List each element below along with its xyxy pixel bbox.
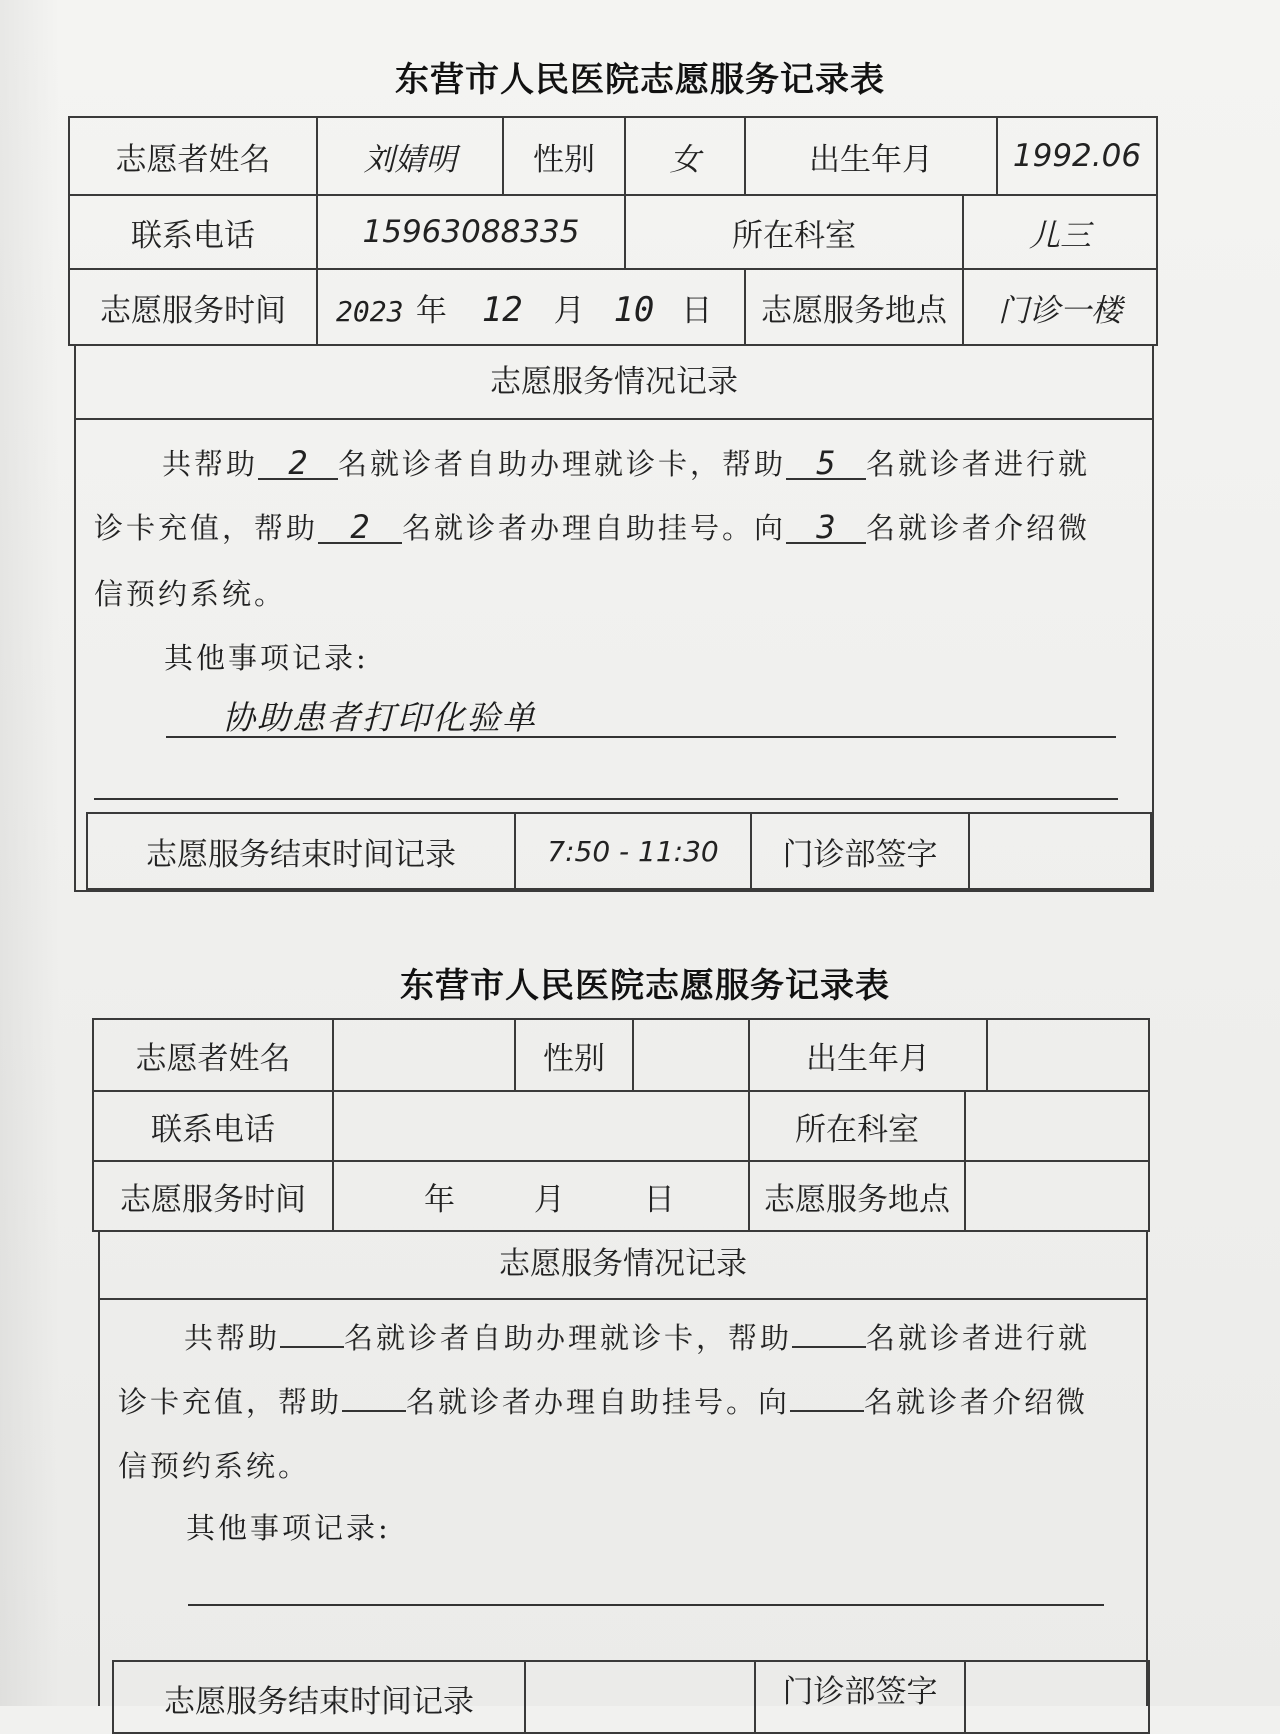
birth-label: 出生年月: [745, 117, 997, 195]
record-text: 诊卡充值，帮助: [94, 511, 319, 545]
end-time-table: [112, 1660, 1150, 1734]
phone-label: 联系电话: [69, 195, 317, 269]
phone-label: 联系电话: [93, 1091, 333, 1161]
record-text: 共帮助: [162, 447, 259, 481]
record-text: 名就诊者办理自助挂号。向: [406, 1385, 791, 1419]
record-line-2: [118, 1380, 1088, 1421]
record-text: 名就诊者办理自助挂号。向: [402, 511, 787, 545]
sign-label: 门诊部签字: [751, 813, 969, 889]
record-heading: 志愿服务情况记录: [76, 346, 1152, 420]
service-date[interactable]: [333, 1161, 749, 1231]
gender-value[interactable]: 女: [625, 117, 745, 195]
help-register-blank[interactable]: [342, 1410, 406, 1412]
service-time-label: 志愿服务时间: [93, 1161, 333, 1231]
record-text: 诊卡充值，帮助: [118, 1385, 343, 1419]
info-table: [92, 1018, 1150, 1232]
record-text: 名就诊者进行就: [866, 447, 1091, 481]
sign-value[interactable]: [965, 1661, 1149, 1733]
record-text: 名就诊者自助办理就诊卡，帮助: [338, 447, 787, 481]
help-wechat-blank[interactable]: [790, 1410, 864, 1412]
help-register-value[interactable]: 2: [318, 512, 402, 544]
end-time-value[interactable]: 7:50 - 11:30: [515, 813, 751, 889]
sign-label: 门诊部签字: [755, 1661, 965, 1733]
form-title: 东营市人民医院志愿服务记录表: [400, 966, 890, 1006]
record-text: 名就诊者介绍微: [866, 511, 1091, 545]
record-text: 共帮助: [184, 1321, 281, 1355]
phone-value[interactable]: [333, 1091, 749, 1161]
help-card-blank[interactable]: [280, 1346, 344, 1348]
day-label: 日: [643, 1181, 675, 1218]
service-place-label: 志愿服务地点: [745, 269, 963, 345]
day-label: 日: [681, 292, 713, 329]
record-text: 名就诊者进行就: [866, 1321, 1091, 1355]
year-label: 年: [424, 1181, 455, 1218]
record-line-3: 信预约系统。: [94, 577, 287, 611]
name-value[interactable]: [333, 1019, 515, 1091]
gender-label: 性别: [515, 1019, 633, 1091]
dept-value[interactable]: [965, 1091, 1149, 1161]
other-label: 其他事项记录:: [164, 641, 369, 675]
service-place-value[interactable]: 门诊一楼: [963, 269, 1157, 345]
help-recharge-blank[interactable]: [792, 1346, 866, 1348]
month-label: 月: [533, 1181, 565, 1218]
month-value: 12: [481, 289, 523, 330]
form-title: 东营市人民医院志愿服务记录表: [395, 60, 885, 100]
dept-label: 所在科室: [625, 195, 963, 269]
birth-value[interactable]: 1992.06: [997, 117, 1157, 195]
birth-value[interactable]: [987, 1019, 1149, 1091]
name-value[interactable]: 刘婧明: [317, 117, 503, 195]
help-wechat-value[interactable]: 3: [786, 512, 866, 544]
name-label: 志愿者姓名: [93, 1019, 333, 1091]
year-value: 2023: [336, 294, 404, 328]
record-line-1: [184, 1316, 1090, 1357]
year-label: 年: [415, 292, 447, 329]
end-time-value[interactable]: [525, 1661, 755, 1733]
help-card-value[interactable]: 2: [258, 448, 338, 480]
record-heading: 志愿服务情况记录: [100, 1230, 1146, 1300]
help-recharge-value[interactable]: 5: [786, 448, 866, 480]
service-time-label: 志愿服务时间: [69, 269, 317, 345]
record-line-3: 信预约系统。: [118, 1449, 311, 1483]
gender-value[interactable]: [633, 1019, 749, 1091]
end-time-label: 志愿服务结束时间记录: [113, 1661, 525, 1733]
record-text: 名就诊者自助办理就诊卡，帮助: [344, 1321, 793, 1355]
other-underline-1: [188, 1604, 1104, 1606]
month-label: 月: [553, 292, 585, 329]
service-place-value[interactable]: [965, 1161, 1149, 1231]
other-text-value[interactable]: 协助患者打印化验单: [222, 698, 537, 737]
gender-label: 性别: [503, 117, 625, 195]
service-place-label: 志愿服务地点: [749, 1161, 965, 1231]
record-text: 名就诊者介绍微: [864, 1385, 1089, 1419]
day-value: 10: [613, 289, 655, 330]
name-label: 志愿者姓名: [69, 117, 317, 195]
phone-value[interactable]: 15963088335: [317, 195, 625, 269]
other-label: 其他事项记录:: [186, 1511, 391, 1545]
dept-label: 所在科室: [749, 1091, 965, 1161]
dept-value[interactable]: 儿三: [963, 195, 1157, 269]
birth-label: 出生年月: [749, 1019, 987, 1091]
end-time-label: 志愿服务结束时间记录: [87, 813, 515, 889]
record-section: [98, 1230, 1148, 1706]
